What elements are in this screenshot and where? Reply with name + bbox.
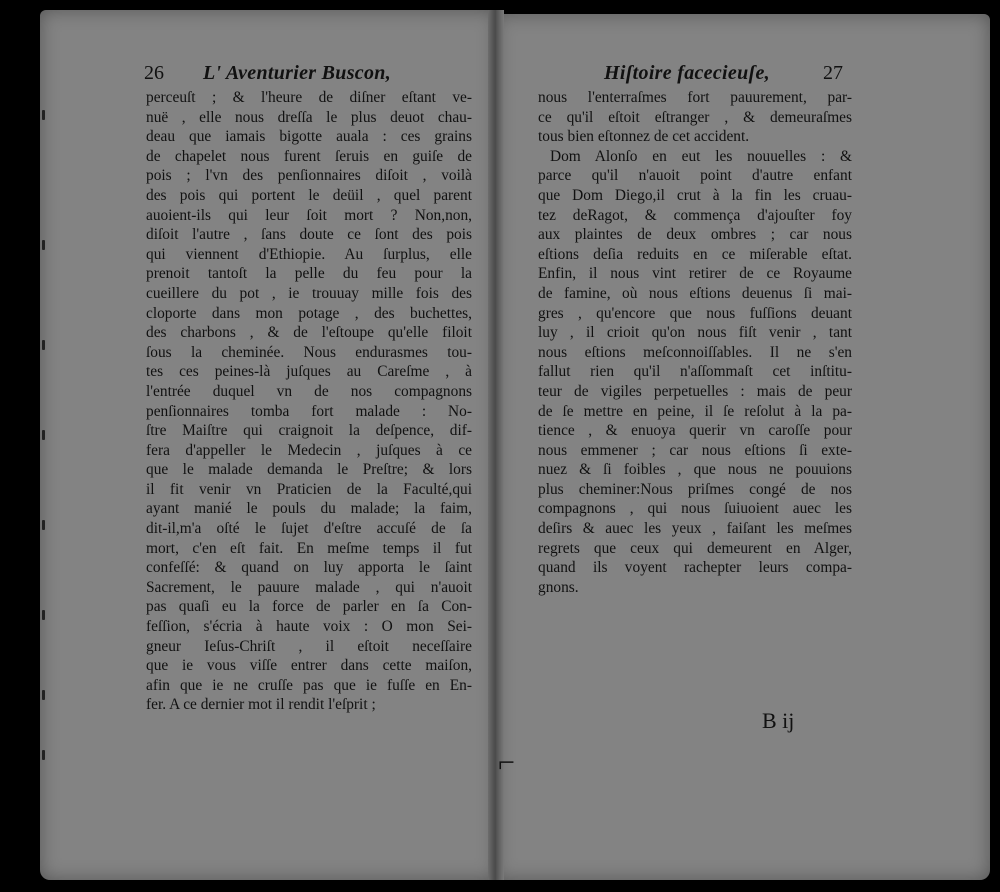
text-line: de famine, où nous eſtions deuenus ſi mai- — [538, 284, 852, 302]
text-line: confeſſé: & quand on luy apporta le ſaint — [146, 559, 472, 577]
right-page-header — [604, 62, 843, 88]
left-edge-marks — [40, 90, 48, 790]
left-page-header — [144, 62, 391, 88]
text-line: compagnons , qui nous ſuiuoient auec les — [538, 500, 852, 518]
right-page-number: 27 — [822, 62, 843, 84]
right-running-title: Hiſtoire facecieuſe, — [604, 62, 770, 84]
text-line: que ie vous viſſe entrer dans cette maiſon, — [146, 657, 472, 675]
text-line: aux plaintes de deux ombres ; car nous — [538, 226, 852, 244]
text-line: cloporte dans mon potage , des buchettes, — [146, 304, 472, 322]
text-line: que Dom Diego,il crut à la fin les cruau- — [538, 186, 852, 204]
text-line: fer. A ce dernier mot il rendit l'eſprit ; — [146, 696, 376, 714]
text-line: diſoit l'autre , ſans doute ce ſont des pois — [146, 226, 472, 244]
text-line: eſtions deſia reduits en ce miſerable eſtat. — [538, 245, 852, 263]
text-line: nous emmener ; car nous eſtions ſi exte- — [538, 441, 852, 459]
text-line: de chapelet nous furent ſeruis en guiſe de — [146, 147, 472, 165]
text-line: il fit venir vn Praticien de la Faculté,qui — [146, 480, 472, 498]
text-line: Sacrement, le pauure malade , qui n'auoit — [146, 578, 472, 596]
text-line: que le malade demanda le Preſtre; & lors — [146, 461, 472, 479]
text-line: deau que iamais bigotte auala : ces grains — [146, 128, 472, 146]
text-line: luy , il crioit qu'on nous fiſt venir , tant — [538, 324, 852, 342]
text-line: cueillere du pot , ie trouuay mille fois des — [146, 284, 472, 302]
left-running-title: L' Aventurier Buscon, — [203, 62, 391, 84]
text-line: afin que ie ne cruſſe pas que ie fuſſe en En- — [146, 676, 472, 694]
text-line: auoient-ils qui leur ſoit mort ? Non,non, — [146, 206, 472, 224]
text-line: ayant manié le pouls du malade; la faim, — [146, 500, 472, 518]
text-line: prenoit tantoſt la pelle du feu pour la — [146, 265, 472, 283]
text-line: nous l'enterraſmes fort pauurement, par- — [538, 89, 852, 106]
text-line: gneur Ieſus-Chriſt , il eſtoit neceſſaire — [146, 637, 472, 655]
text-line: teur de vigiles perpetuelles : mais de peur — [538, 382, 852, 400]
text-line: feſſion, s'écria à haute voix : O mon Sei- — [146, 618, 472, 636]
text-line: dit-il,m'a oſté le ſujet d'eſtre accuſé de ſa — [146, 520, 472, 538]
signature-mark: B ij — [762, 708, 795, 733]
right-page-body — [538, 88, 852, 597]
text-line: gnons. — [538, 578, 579, 596]
text-line: tous bien eſtonnez de cet accident. — [538, 128, 750, 146]
text-line: Enfin, il nous vint retirer de ce Royaume — [538, 265, 852, 283]
text-line: quand ils voyent rachepter leurs compa- — [538, 559, 852, 577]
text-line: fera d'appeller le Medecin , juſques à ce — [146, 441, 472, 459]
text-line: Dom Alonſo en eut les nouuelles : & — [550, 147, 852, 165]
text-line: tes ces peines-là juſques au Careſme , à — [146, 363, 472, 381]
text-line: de ſe mettre en peine, il ſe reſolut à la pa- — [538, 402, 852, 420]
text-line: qui viennent d'Ethiopie. Au ſurplus, elle — [146, 245, 472, 263]
text-line: deſirs & auec les yeux , faiſant les meſmes — [538, 520, 852, 538]
left-page-body — [146, 88, 472, 715]
text-line: regrets que ceux qui demeurent en Alger, — [538, 539, 852, 557]
text-line: perceuſt ; & l'heure de diſner eſtant ve- — [146, 89, 472, 106]
text-line: mort, c'en eſt fait. En meſme temps il fut — [146, 539, 472, 557]
text-line: gres , qu'encore que nous fuſſions deuant — [538, 304, 852, 322]
text-line: tez deRagot, & commença d'ajouſter foy — [538, 206, 852, 224]
text-line: l'entrée duquel vn de nos compagnons — [146, 382, 472, 400]
left-page-number: 26 — [144, 62, 164, 84]
text-line: ce qu'il eſtoit eſtranger , & demeuraſmes — [538, 108, 852, 126]
text-line: pois ; l'vn des penſionnaires diſoit , voilà — [146, 167, 472, 185]
text-line: nous eſtions meſconnoiſſables. Il ne s'en — [538, 343, 852, 361]
text-line: nuë , elle nous dreſſa le plus deuot chau- — [146, 108, 472, 126]
text-line: penſionnaires tomba fort malade : No- — [146, 402, 472, 420]
binding-thread-mark: ⌐ — [498, 746, 515, 779]
text-line: ſous la cheminée. Nous endurasmes tou- — [146, 343, 472, 361]
text-line: parce qu'il n'auoit point d'autre enfant — [538, 167, 852, 185]
text-line: tience , & enuoya querir vn caroſſe pour — [538, 422, 852, 440]
text-line: ſtre Maiſtre qui craignoit la deſpence, dif- — [146, 422, 472, 440]
text-line: nuez & ſi foibles , que nous ne pouuions — [538, 461, 852, 479]
text-line: pas quaſi eu la force de parler en ſa Con- — [146, 598, 472, 616]
text-line: des pois qui portent le deüil , quel parent — [146, 186, 472, 204]
text-line: plus cheminer:Nous priſmes congé de nos — [538, 480, 852, 498]
text-line: fallut rien qu'il n'aſſommaſt cet inſtitu- — [538, 363, 852, 381]
text-line: des charbons , & de l'eſtoupe qu'elle filoit — [146, 324, 472, 342]
